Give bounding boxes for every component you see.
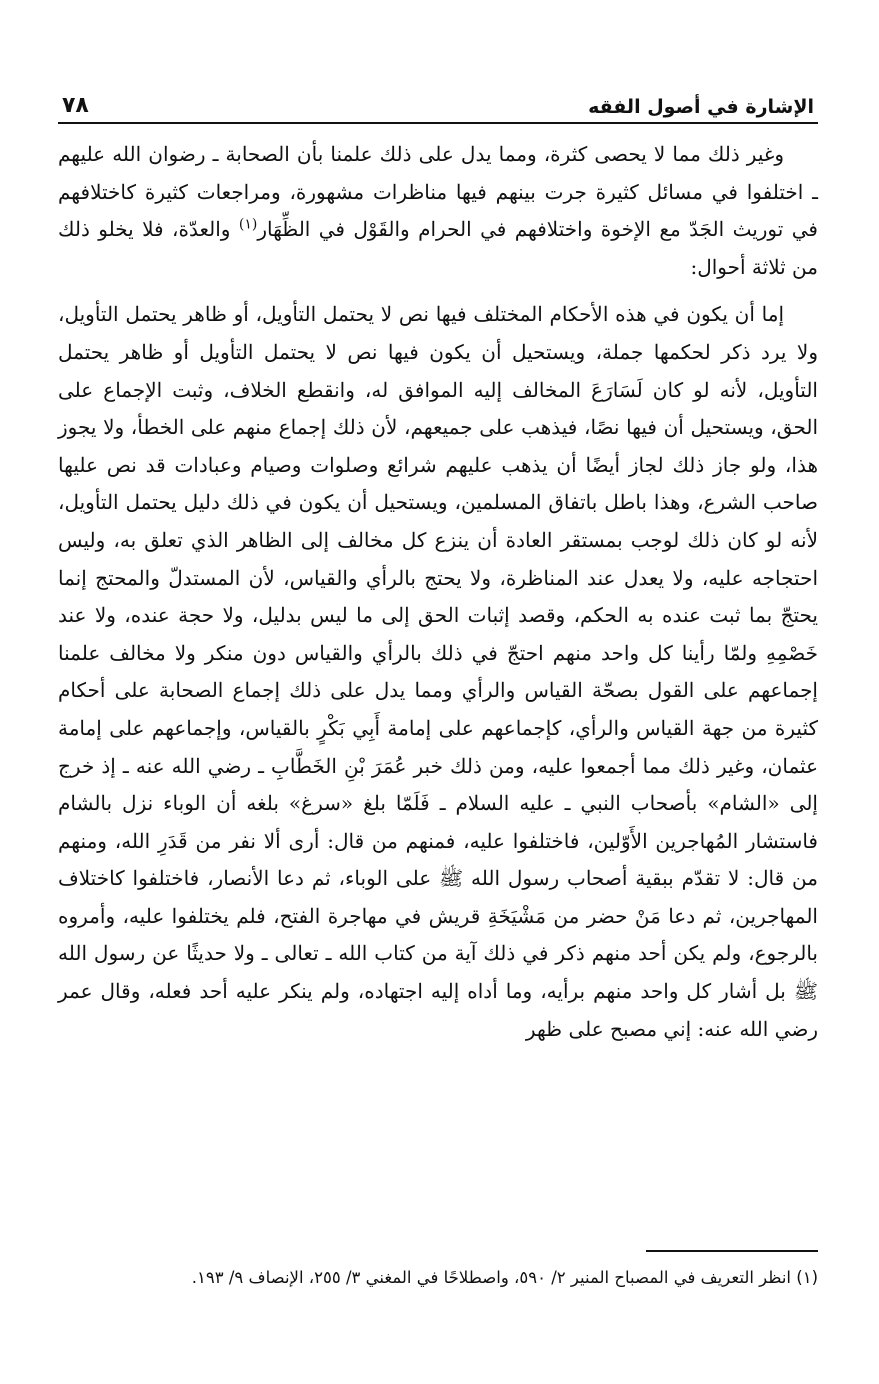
footnote-divider — [646, 1250, 818, 1252]
footnote: (١) انظر التعريف في المصباح المنير ٢/ ٥٩٠، واصطلاحًا في المغني ٣/ ٢٥٥، الإنصاف ٩/ ١٩٣. — [191, 1268, 818, 1287]
book-title: الإشارة في أصول الفقه — [588, 96, 814, 118]
main-text — [58, 136, 818, 1048]
footnote-reference: (١) — [238, 216, 258, 233]
paragraph-1-text-b: والعدّة، فلا يخلو ذلك من ثلاثة أحوال: — [58, 217, 818, 279]
paragraph-1-text-a: وغير ذلك مما لا يحصى كثرة، ومما يدل على ذلك علمنا بأن الصحابة ـ رضوان الله عليهم ـ اختلفوا في مسائل كثيرة جرت بينهم فيها مناظرات مشهورة، ومراجعات كثيرة كاختلافهم في توريث الجَدّ مع الإخوة واختلافهم في الحرام والقَوْل في الظِّهَار — [58, 142, 818, 242]
page-number: ٧٨ — [62, 93, 89, 118]
book-page — [58, 78, 818, 1287]
page-header — [58, 78, 818, 124]
paragraph-1 — [58, 136, 818, 286]
paragraph-2: إما أن يكون في هذه الأحكام المختلف فيها نص لا يحتمل التأويل، أو ظاهر يحتمل التأويل، ولا يرد ذكر لحكمها جملة، ويستحيل أن يكون فيها نص لا يحتمل التأويل أو ظاهر يحتمل التأويل، لأنه لو كان لَسَارَعَ المخالف إليه الموافق له، وانقطع الخلاف، وثبت الإجماع على الحق، ويستحيل أن فيها نصًا، فيذهب على جميعهم، لأن ذلك إجماع منهم على الخطأ، ولا يجوز هذا، ولو جاز ذلك لجاز أيضًا أن يذهب عليهم شرائع وصلوات وصيام وعبادات قد نص عليها صاحب الشرع، وهذا باطل باتفاق المسلمين، ويستحيل أن يكون في ذلك دليل يحتمل التأويل، لأنه لو كان ذلك لوجب بمستقر العادة أن ينزع كل مخالف إلى الظاهر الذي تعلق به، وليس احتجاجه عليه، ولا يعدل عند المناظرة، ولا يحتج بالرأي والقياس، لأن المستدلّ والمحتج إنما يحتجّ بما ثبت عنده به الحكم، وقصد إثبات الحق إلى ما ليس بدليل، ولا حجة عنده، ولا عند خَصْمِهِ ولمّا رأينا كل واحد منهم احتجّ في ذلك بالرأي والقياس دون منكر ولا مخالف علمنا إجماعهم على القول بصحّة القياس والرأي ومما يدل على ذلك إجماع الصحابة على أحكام كثيرة من جهة القياس والرأي، كإجماعهم على إمامة أَبِي بَكْرٍ بالقياس، وإجماعهم على إمامة عثمان، وغير ذلك مما أجمعوا عليه، ومن ذلك خبر عُمَرَ بْنِ الخَطَّابِ ـ رضي الله عنه ـ إذ خرج إلى «الشام» بأصحاب النبي ـ عليه السلام ـ فَلَمّا بلغ «سرغ» بلغه أن الوباء نزل بالشام فاستشار المُهاجرين الأَوّلين، فاختلفوا عليه، فمنهم من قال: أرى ألا نفر من قَدَرِ الله، ومنهم من قال: لا تقدّم ببقية أصحاب رسول الله ﷺ على الوباء، ثم دعا الأنصار، فاختلفوا كاختلاف المهاجرين، ثم دعا مَنْ حضر من مَشْيَخَةِ قريش في مهاجرة الفتح، فلم يختلفوا عليه، وأمروه بالرجوع، ولم يكن أحد منهم ذكر في ذلك آية من كتاب الله ـ تعالى ـ ولا حديثًا عن رسول الله ﷺ بل أشار كل واحد منهم برأيه، وما أداه إليه اجتهاده، ولم ينكر عليه أحد فعله، وقال عمر رضي الله عنه: إني مصبح على ظهر — [58, 302, 818, 1041]
